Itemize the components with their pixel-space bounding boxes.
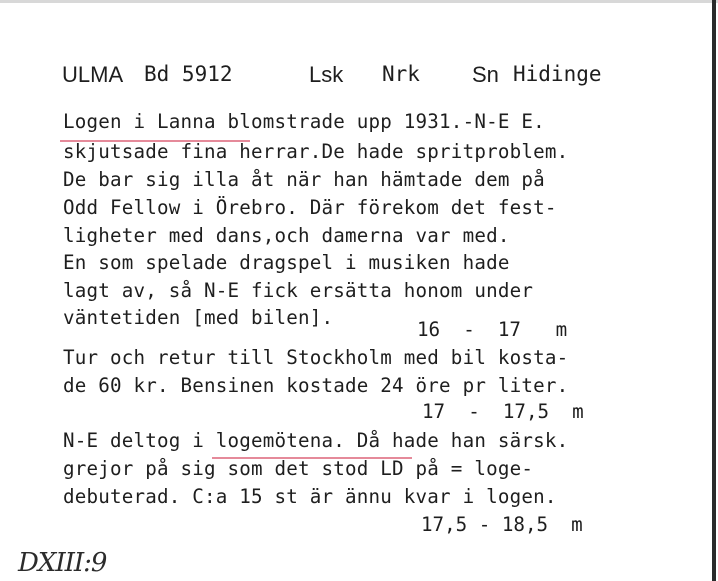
landscape-name: Nrk bbox=[382, 62, 420, 86]
archive-signature: DXIII:9 bbox=[18, 548, 107, 578]
text-line: De bar sig illa åt när han hämtade dem på bbox=[63, 168, 545, 191]
text-line: N-E deltog i logemötena. Då hade han särsk. bbox=[63, 429, 569, 452]
text-line: grejor på sig som det stod LD på = loge- bbox=[63, 457, 534, 480]
text-line: Tur och retur till Stockholm med bil kosta- bbox=[63, 346, 569, 369]
parish-name: Hidinge bbox=[513, 62, 602, 86]
text-line: skjutsade fina herrar.De hade spritproblem. bbox=[63, 140, 569, 163]
landscape-label: Lsk bbox=[309, 62, 344, 87]
volume-label: Bd 5912 bbox=[144, 62, 233, 86]
age-range: 16 - 17 m bbox=[417, 318, 568, 341]
text-line: lagt av, så N-E fick ersätta honom under bbox=[63, 279, 534, 302]
archive-label: ULMA bbox=[62, 62, 124, 87]
age-range: 17 - 17,5 m bbox=[422, 400, 584, 423]
text-line: Odd Fellow i Örebro. Där förekom det fest- bbox=[63, 196, 557, 219]
text-line: En som spelade dragspel i musiken hade bbox=[63, 251, 510, 274]
card-top-edge bbox=[0, 0, 718, 3]
text-line: Logen i Lanna blomstrade upp 1931.-N-E E. bbox=[63, 110, 545, 133]
text-line: ligheter med dans,och damerna var med. bbox=[63, 224, 510, 247]
text-line: väntetiden [med bilen]. bbox=[63, 306, 334, 329]
text-line: de 60 kr. Bensinen kostade 24 öre pr liter. bbox=[63, 374, 569, 397]
age-range: 17,5 - 18,5 m bbox=[421, 513, 583, 536]
parish-label: Sn bbox=[472, 62, 499, 87]
card-right-edge bbox=[712, 0, 716, 581]
text-line: debuterad. C:a 15 st är ännu kvar i logen. bbox=[63, 485, 557, 508]
